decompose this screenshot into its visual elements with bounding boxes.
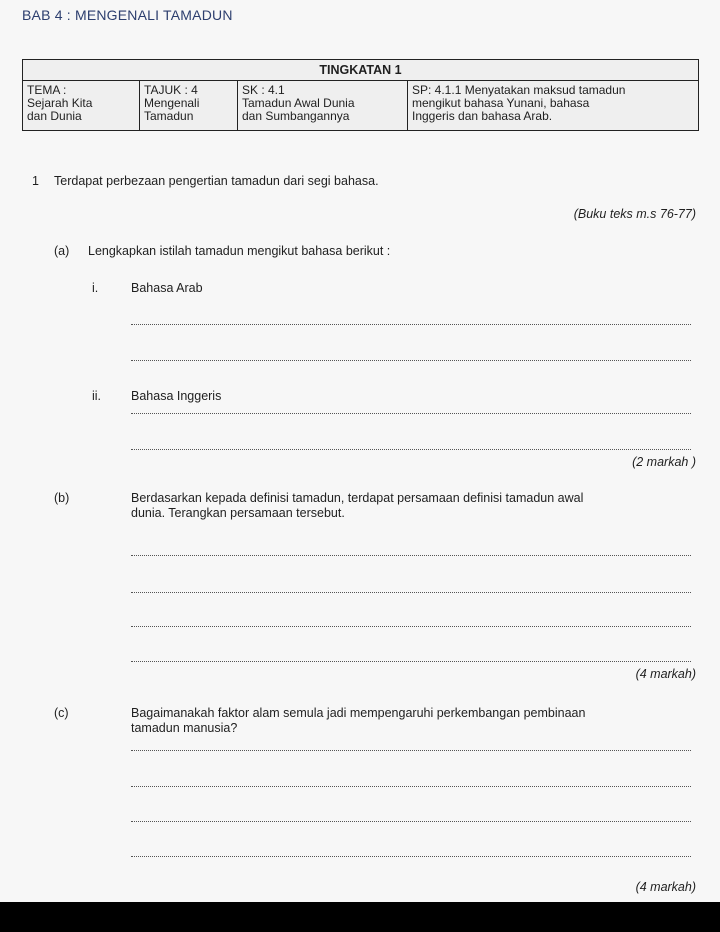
part-a-text: Lengkapkan istilah tamadun mengikut bahasa berikut :: [88, 244, 391, 258]
question-number: 1: [32, 174, 39, 188]
answer-line[interactable]: [131, 555, 691, 556]
info-table: [22, 59, 699, 131]
part-a-marks: (2 markah ): [632, 455, 696, 469]
chapter-title: BAB 4 : MENGENALI TAMADUN: [22, 7, 233, 23]
answer-line[interactable]: [131, 626, 691, 627]
answer-line[interactable]: [131, 786, 691, 787]
part-c-text: Bagaimanakah faktor alam semula jadi mempengaruhi perkembangan pembinaan tamadun manusia?: [131, 706, 586, 735]
answer-line[interactable]: [131, 821, 691, 822]
bottom-black-bar: [0, 902, 720, 932]
textbook-reference: (Buku teks m.s 76-77): [573, 207, 696, 221]
answer-line[interactable]: [131, 592, 691, 593]
answer-line[interactable]: [131, 661, 691, 662]
part-c-marks: (4 markah): [635, 880, 696, 894]
part-b-label: (b): [54, 491, 70, 505]
answer-line[interactable]: [131, 449, 691, 450]
answer-line[interactable]: [131, 324, 691, 325]
part-a-label: (a): [54, 244, 70, 258]
item-ii-text: Bahasa Inggeris: [131, 389, 222, 403]
part-b-marks: (4 markah): [635, 667, 696, 681]
tema-cell: TEMA : Sejarah Kita dan Dunia: [23, 81, 140, 131]
answer-line[interactable]: [131, 360, 691, 361]
part-c-label: (c): [54, 706, 69, 720]
table-header: TINGKATAN 1: [23, 60, 699, 81]
question-text: Terdapat perbezaan pengertian tamadun dari segi bahasa.: [54, 174, 379, 188]
sp-cell: SP: 4.1.1 Menyatakan maksud tamadun mengikut bahasa Yunani, bahasa Inggeris dan bahasa Arab.: [408, 81, 699, 131]
tajuk-cell: TAJUK : 4 Mengenali Tamadun: [140, 81, 238, 131]
part-b-text: Berdasarkan kepada definisi tamadun, terdapat persamaan definisi tamadun awal dunia. Terangkan persamaan tersebut.: [131, 491, 584, 520]
answer-line[interactable]: [131, 413, 691, 414]
sk-cell: SK : 4.1 Tamadun Awal Dunia dan Sumbangannya: [238, 81, 408, 131]
answer-line[interactable]: [131, 856, 691, 857]
item-i-numeral: i.: [92, 281, 99, 295]
answer-line[interactable]: [131, 750, 691, 751]
item-ii-numeral: ii.: [92, 389, 102, 403]
item-i-text: Bahasa Arab: [131, 281, 203, 295]
